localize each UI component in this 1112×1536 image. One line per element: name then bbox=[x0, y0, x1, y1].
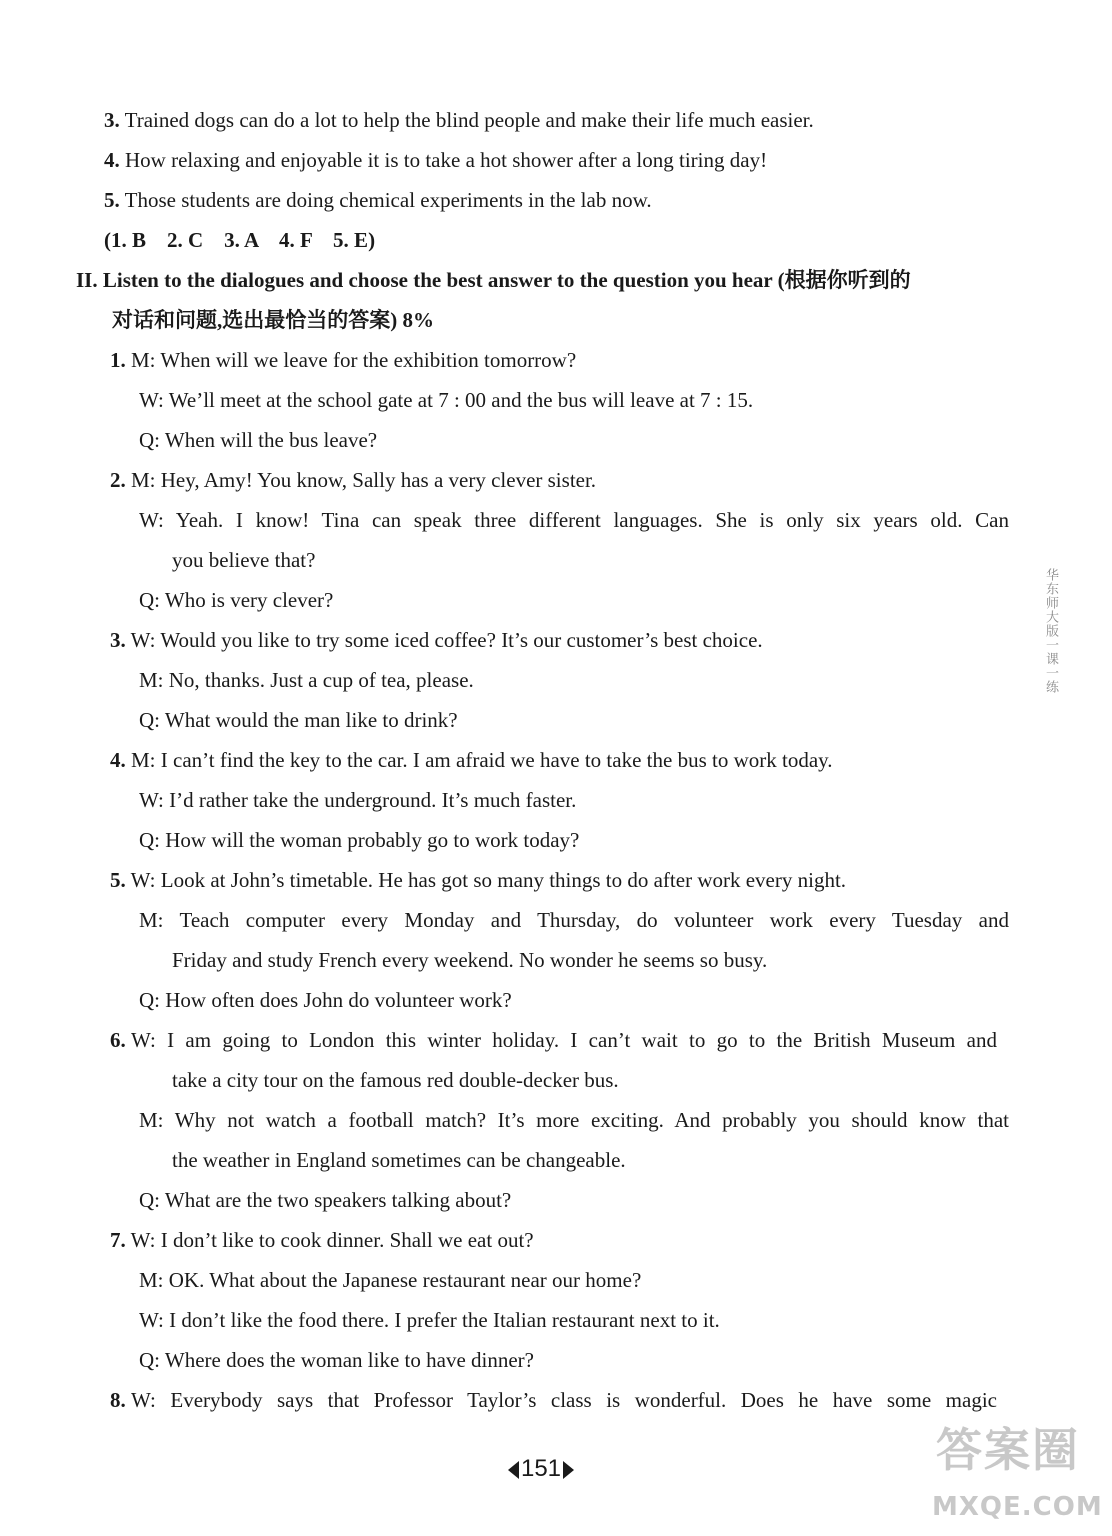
dialogue-6-line-1 bbox=[110, 1026, 1009, 1054]
answer-key: (1. B 2. C 3. A 4. F 5. E) bbox=[104, 228, 376, 252]
dialogue-4-line-1 bbox=[110, 746, 833, 774]
dialogue-1-line-1 bbox=[110, 346, 576, 374]
watermark-en: MXQE.COM bbox=[932, 1492, 1103, 1522]
dialogue-6-question: Q: What are the two speakers talking about? bbox=[139, 1188, 512, 1212]
dialogue-2-line-2: W: Yeah. I know! Tina can speak three different languages. She is only six years old. Can bbox=[139, 508, 1009, 532]
dialogue-text: W: I don’t like to cook dinner. Shall we eat out? bbox=[130, 1228, 534, 1252]
right-triangle-icon bbox=[563, 1461, 574, 1479]
dialogue-3-line-1 bbox=[110, 626, 763, 654]
dialogue-4-question: Q: How will the woman probably go to work today? bbox=[139, 828, 580, 852]
dialogue-text: W: Everybody says that Professor Taylor’s class is wonderful. Does he have some magic bbox=[131, 1388, 997, 1412]
dialogue-text: M: I can’t find the key to the car. I am afraid we have to take the bus to work today. bbox=[131, 748, 833, 772]
sentence-3 bbox=[104, 106, 814, 134]
item-number: 4. bbox=[110, 748, 126, 772]
item-number: 1. bbox=[110, 348, 126, 372]
dialogue-6-line-2-cont: the weather in England sometimes can be changeable. bbox=[172, 1148, 626, 1172]
sentence-text: Trained dogs can do a lot to help the blind people and make their life much easier. bbox=[124, 108, 814, 132]
item-number: 7. bbox=[110, 1228, 126, 1252]
dialogue-text: W: Look at John’s timetable. He has got so many things to do after work every night. bbox=[130, 868, 847, 892]
dialogue-3-question: Q: What would the man like to drink? bbox=[139, 708, 458, 732]
watermark-logo bbox=[928, 1420, 1108, 1530]
item-number: 2. bbox=[110, 468, 126, 492]
dialogue-7-line-2: M: OK. What about the Japanese restaurant near our home? bbox=[139, 1268, 642, 1292]
page-number bbox=[496, 1454, 586, 1484]
dialogue-6-line-2: M: Why not watch a football match? It’s more exciting. And probably you should know that bbox=[139, 1108, 1009, 1132]
item-number: 5. bbox=[110, 868, 126, 892]
dialogue-7-line-3: W: I don’t like the food there. I prefer the Italian restaurant next to it. bbox=[139, 1308, 720, 1332]
dialogue-2-line-2-cont: you believe that? bbox=[172, 548, 316, 572]
dialogue-7-question: Q: Where does the woman like to have dinner? bbox=[139, 1348, 534, 1372]
dialogue-6-line-1-cont: take a city tour on the famous red double-decker bus. bbox=[172, 1068, 619, 1092]
item-number: 6. bbox=[110, 1028, 126, 1052]
dialogue-1-question: Q: When will the bus leave? bbox=[139, 428, 378, 452]
item-number: 3. bbox=[104, 108, 120, 132]
dialogue-7-line-1 bbox=[110, 1226, 534, 1254]
dialogue-5-line-1 bbox=[110, 866, 846, 894]
dialogue-8-line-1 bbox=[110, 1386, 1009, 1414]
section-heading bbox=[76, 266, 911, 294]
dialogue-2-question: Q: Who is very clever? bbox=[139, 588, 334, 612]
section-title: Listen to the dialogues and choose the best answer to the question you hear (根据你听到的 bbox=[102, 268, 911, 292]
sentence-text: How relaxing and enjoyable it is to take a hot shower after a long tiring day! bbox=[125, 148, 768, 172]
dialogue-text: M: Hey, Amy! You know, Sally has a very clever sister. bbox=[131, 468, 597, 492]
item-number: 8. bbox=[110, 1388, 126, 1412]
dialogue-text: W: I am going to London this winter holiday. I can’t wait to go to the British Museum and bbox=[131, 1028, 997, 1052]
dialogue-1-line-2: W: We’ll meet at the school gate at 7 : 00 and the bus will leave at 7 : 15. bbox=[139, 388, 754, 412]
section-number: II. bbox=[76, 268, 98, 292]
watermark-cn: 答案圈 bbox=[936, 1423, 1080, 1477]
sentence-text: Those students are doing chemical experiments in the lab now. bbox=[124, 188, 652, 212]
section-heading-cont: 对话和问题,选出最恰当的答案) 8% bbox=[112, 308, 434, 332]
dialogue-5-line-2: M: Teach computer every Monday and Thursday, do volunteer work every Tuesday and bbox=[139, 908, 1009, 932]
sentence-4 bbox=[104, 146, 767, 174]
dialogue-2-line-1 bbox=[110, 466, 596, 494]
side-book-title: 华东师大版一课一练 bbox=[1043, 568, 1058, 694]
sentence-5 bbox=[104, 186, 652, 214]
item-number: 5. bbox=[104, 188, 120, 212]
left-triangle-icon bbox=[508, 1461, 519, 1479]
item-number: 4. bbox=[104, 148, 120, 172]
dialogue-5-question: Q: How often does John do volunteer work? bbox=[139, 988, 512, 1012]
dialogue-text: W: Would you like to try some iced coffee? It’s our customer’s best choice. bbox=[130, 628, 763, 652]
dialogue-3-line-2: M: No, thanks. Just a cup of tea, please. bbox=[139, 668, 474, 692]
item-number: 3. bbox=[110, 628, 126, 652]
page-number-text: 151 bbox=[520, 1455, 562, 1482]
dialogue-4-line-2: W: I’d rather take the underground. It’s much faster. bbox=[139, 788, 577, 812]
dialogue-text: M: When will we leave for the exhibition tomorrow? bbox=[131, 348, 577, 372]
dialogue-5-line-2-cont: Friday and study French every weekend. No wonder he seems so busy. bbox=[172, 948, 768, 972]
